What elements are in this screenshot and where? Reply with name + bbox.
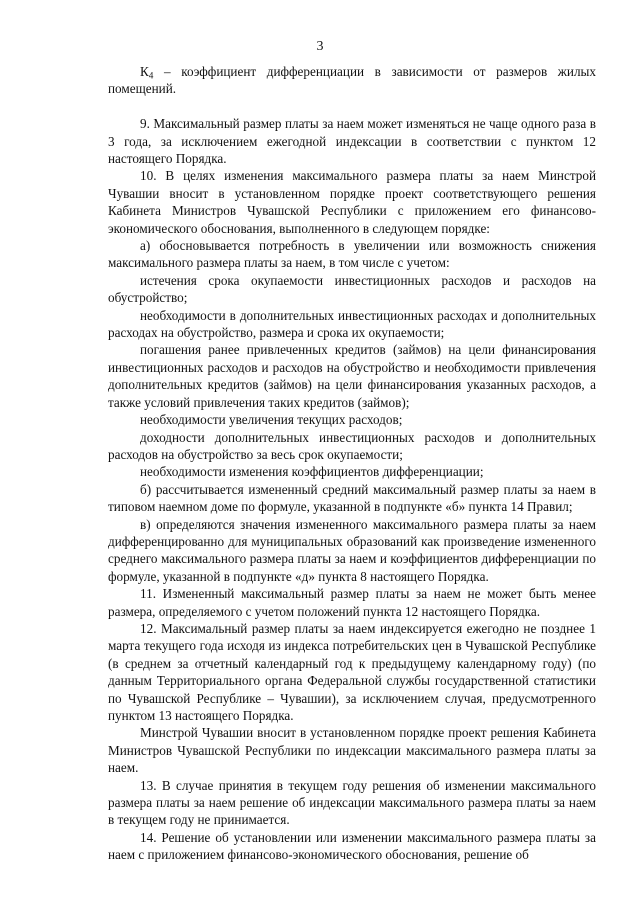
paragraph-item-13: 13. В случае принятия в текущем году решения об изменении максимального размера платы за наем решение об индексации максимального размера платы за наем в текущем году не принимается. [108,777,596,828]
page-number: 3 [316,39,324,54]
coefficient-definition: – коэффициент дифференциации в зависимости от размеров жилых помещений. [108,64,596,97]
paragraph-minstroy-indexation: Минстрой Чувашии вносит в установленном порядке проект решения Кабинета Министров Чувашской Республики по индексации максимального размера платы за наем. [108,725,596,776]
paragraph-subitem-b: б) рассчитывается измененный средний максимальный размер платы за наем в типовом наемном доме по формуле, указанной в подпункте «б» пункта 14 Правил; [108,481,596,515]
paragraph-current-expenses: необходимости увеличения текущих расходов; [140,412,403,428]
paragraph-loan-repayment: погашения ранее привлеченных кредитов (займов) на цели финансирования инвестиционных расходов и расходов на обустройство и необходимости привлечения дополнительных кредитов (займов) на цели финансирования указанных расходов, а также условий привлечения таких кредитов (займов); [108,342,596,410]
paragraph-profitability: доходности дополнительных инвестиционных расходов и дополнительных расходов на обустройство за весь срок окупаемости; [108,429,596,462]
paragraph-payback-expiry: истечения срока окупаемости инвестиционных расходов и расходов на обустройство; [108,272,596,306]
paragraph-subitem-a: а) обосновывается потребность в увеличении или возможность снижения максимального размера платы за наем, в том числе с учетом: [108,238,596,271]
paragraph-item-9: 9. Максимальный размер платы за наем может изменяться не чаще одного раза в 3 года, за исключением ежегодной индексации в соответствии с пунктом 12 настоящего Порядка. [108,116,596,167]
coefficient-subscript: 4 [148,70,154,81]
paragraph-item-12: 12. Максимальный размер платы за наем индексируется ежегодно не позднее 1 марта текущего года исходя из индекса потребительских цен в Чувашской Республике (в среднем за отчетный календарный год к предыдущему календарному году) (по данным Территориального органа Федеральной службы государственной статистики по Чувашской Республике – Чувашии), за исключением случая, предусмотренного пунктом 13 настоящего Порядка. [108,620,596,724]
document-body [108,63,596,864]
paragraph-additional-expenses: необходимости в дополнительных инвестиционных расходах и дополнительных расходах на обустройство, размера и срока их окупаемости; [108,307,596,341]
paragraph-coefficients-change: необходимости изменения коэффициентов дифференциации; [140,464,484,480]
paragraph-item-14: 14. Решение об установлении или изменении максимального размера платы за наем с приложением финансово-экономического обоснования, решение об [108,829,596,863]
paragraph-item-10: 10. В целях изменения максимального размера платы за наем Минстрой Чувашии вносит в установленном порядке проект соответствующего решения Кабинета Министров Чувашской Республики с приложением его финансово-экономического обоснования, выполненного в следующем порядке: [108,168,596,236]
coefficient-symbol: К [140,64,149,79]
paragraph-subitem-v: в) определяются значения измененного максимального размера платы за наем дифференцированно для муниципальных образований как произведение измененного среднего максимального размера платы за наем и коэффициентов дифференциации по формуле, указанной в подпункте «д» пункта 8 настоящего Порядка. [108,516,596,584]
paragraph-k4-definition [108,63,596,98]
paragraph-item-11: 11. Измененный максимальный размер платы за наем не может быть менее размера, определяемого с учетом положений пункта 12 настоящего Порядка. [108,586,596,619]
